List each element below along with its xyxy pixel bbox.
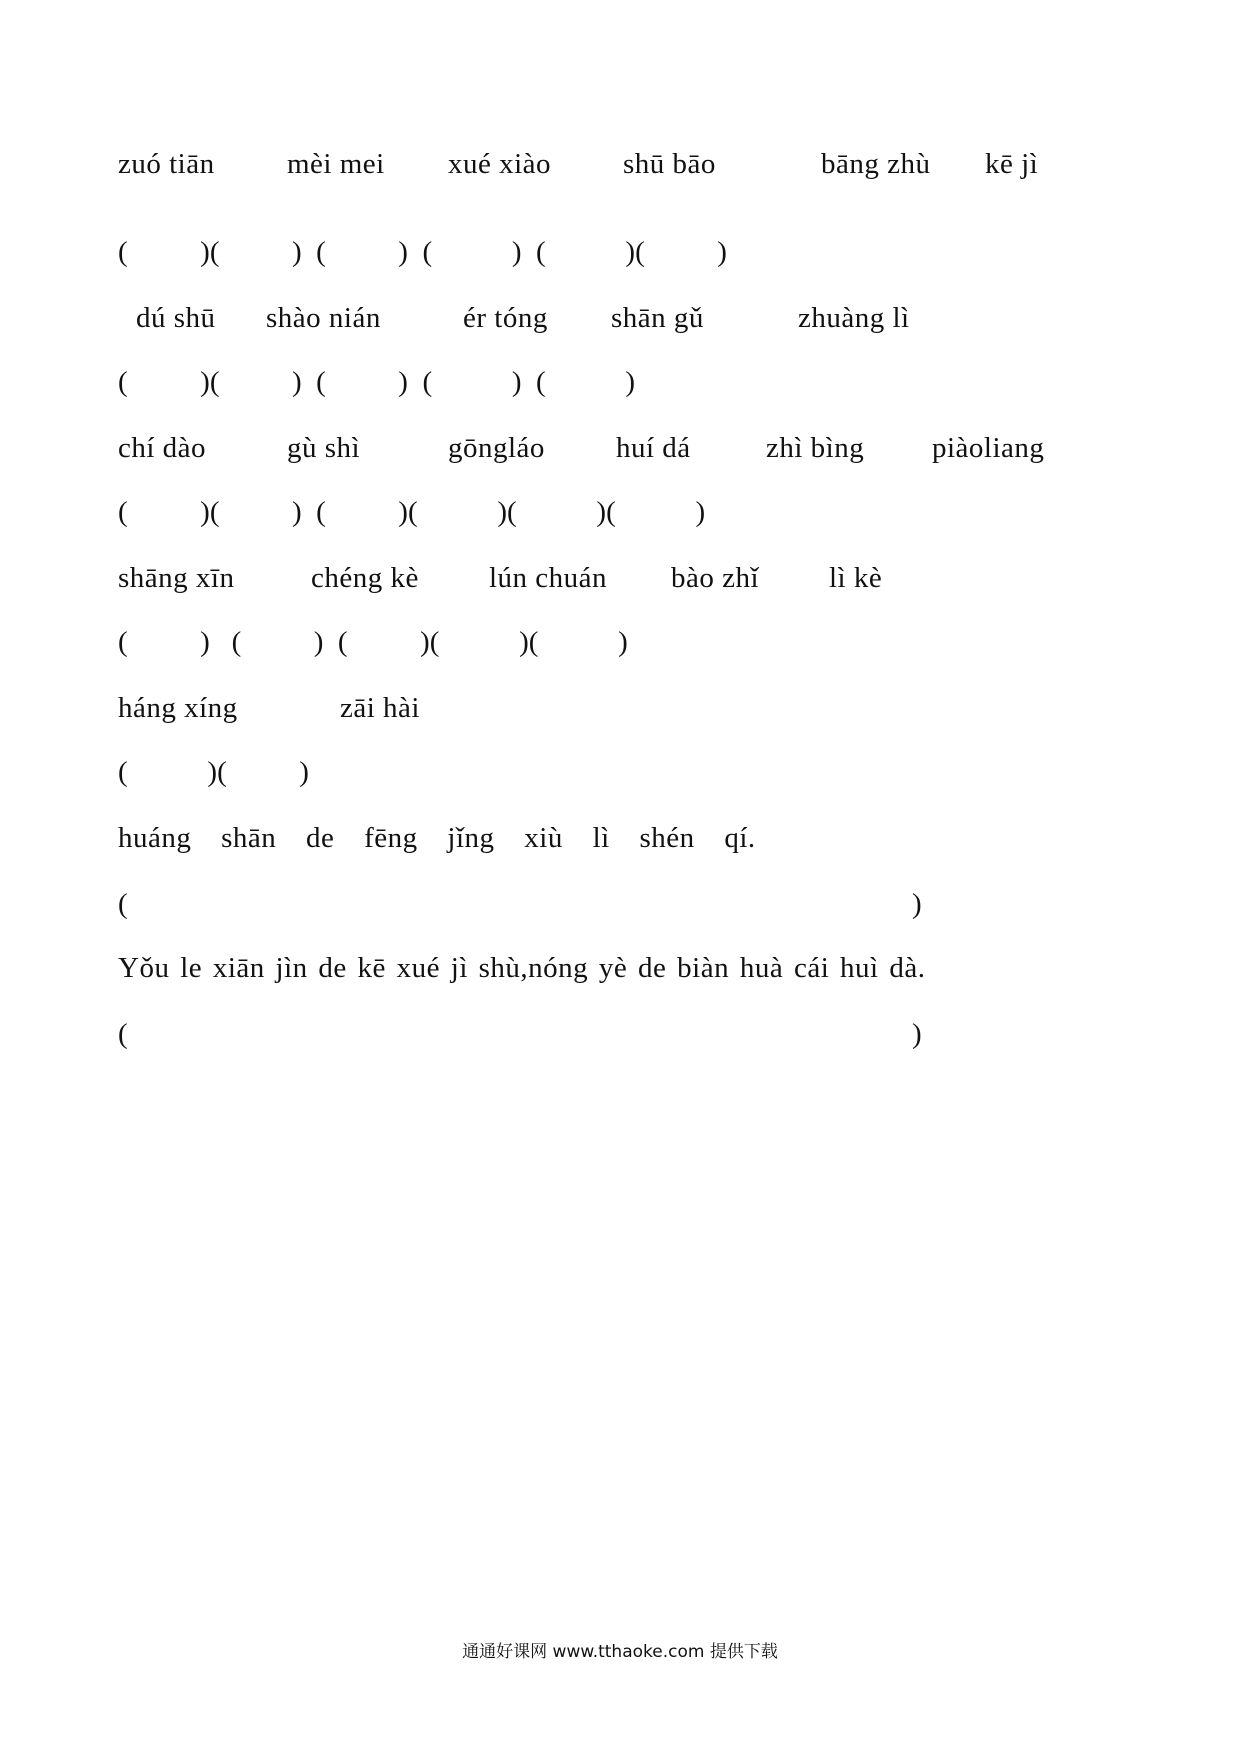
answer-blanks-row-4 bbox=[0, 622, 1240, 666]
pinyin-word: kē jì bbox=[985, 148, 1039, 180]
close-paren: ) bbox=[912, 888, 922, 920]
blank-line: ( ) ( ) ( )( )( ) bbox=[118, 626, 628, 658]
pinyin-word: xué xiào bbox=[448, 148, 552, 180]
sentence-row-1 bbox=[0, 818, 1240, 862]
pinyin-word: dú shū bbox=[136, 302, 216, 334]
answer-blanks-row-1 bbox=[0, 232, 1240, 276]
answer-blanks-row-5 bbox=[0, 752, 1240, 796]
pinyin-word: chí dào bbox=[118, 432, 207, 464]
pinyin-word: lún chuán bbox=[489, 562, 608, 594]
pinyin-word: zhuàng lì bbox=[798, 302, 910, 334]
answer-blanks-row-3 bbox=[0, 492, 1240, 536]
pinyin-word: chéng kè bbox=[311, 562, 419, 594]
open-paren: ( bbox=[118, 888, 128, 920]
pinyin-word: háng xíng bbox=[118, 692, 238, 724]
pinyin-row-1 bbox=[0, 144, 1240, 188]
open-paren: ( bbox=[118, 1018, 128, 1050]
pinyin-word: shān gǔ bbox=[611, 302, 704, 334]
blank-line: ( )( ) ( )( )( )( ) bbox=[118, 496, 706, 528]
pinyin-word: zhì bìng bbox=[766, 432, 865, 464]
pinyin-row-4 bbox=[0, 558, 1240, 602]
pinyin-row-2 bbox=[0, 298, 1240, 342]
pinyin-row-5 bbox=[0, 688, 1240, 732]
pinyin-word: gōngláo bbox=[448, 432, 545, 464]
pinyin-word: shāng xīn bbox=[118, 562, 235, 594]
answer-long-blank-1 bbox=[0, 884, 1240, 928]
close-paren: ) bbox=[912, 1018, 922, 1050]
pinyin-word: shào nián bbox=[266, 302, 381, 334]
pinyin-word: zuó tiān bbox=[118, 148, 215, 180]
pinyin-sentence: Yǒu le xiān jìn de kē xué jì shù,nóng yè de biàn huà cái huì dà. bbox=[118, 952, 926, 984]
answer-blanks-row-2 bbox=[0, 362, 1240, 406]
pinyin-word: mèi mei bbox=[287, 148, 385, 180]
blank-line: ( )( ) bbox=[118, 756, 309, 788]
pinyin-word: bào zhǐ bbox=[671, 562, 760, 594]
blank-line: ( )( ) ( ) ( ) ( )( ) bbox=[118, 236, 727, 268]
pinyin-word: bāng zhù bbox=[821, 148, 931, 180]
pinyin-row-3 bbox=[0, 428, 1240, 472]
pinyin-word: zāi hài bbox=[340, 692, 420, 724]
answer-long-blank-2 bbox=[0, 1014, 1240, 1058]
pinyin-word: piàoliang bbox=[932, 432, 1045, 464]
pinyin-word: huí dá bbox=[616, 432, 691, 464]
blank-line: ( )( ) ( ) ( ) ( ) bbox=[118, 366, 636, 398]
sentence-row-2 bbox=[0, 948, 1240, 992]
pinyin-sentence: huáng shān de fēng jǐng xiù lì shén qí. bbox=[118, 822, 756, 854]
footer-credit: 通通好课网 www.tthaoke.com 提供下载 bbox=[462, 1642, 778, 1662]
pinyin-word: shū bāo bbox=[623, 148, 716, 180]
pinyin-word: lì kè bbox=[829, 562, 883, 594]
pinyin-word: ér tóng bbox=[463, 302, 548, 334]
pinyin-word: gù shì bbox=[287, 432, 361, 464]
